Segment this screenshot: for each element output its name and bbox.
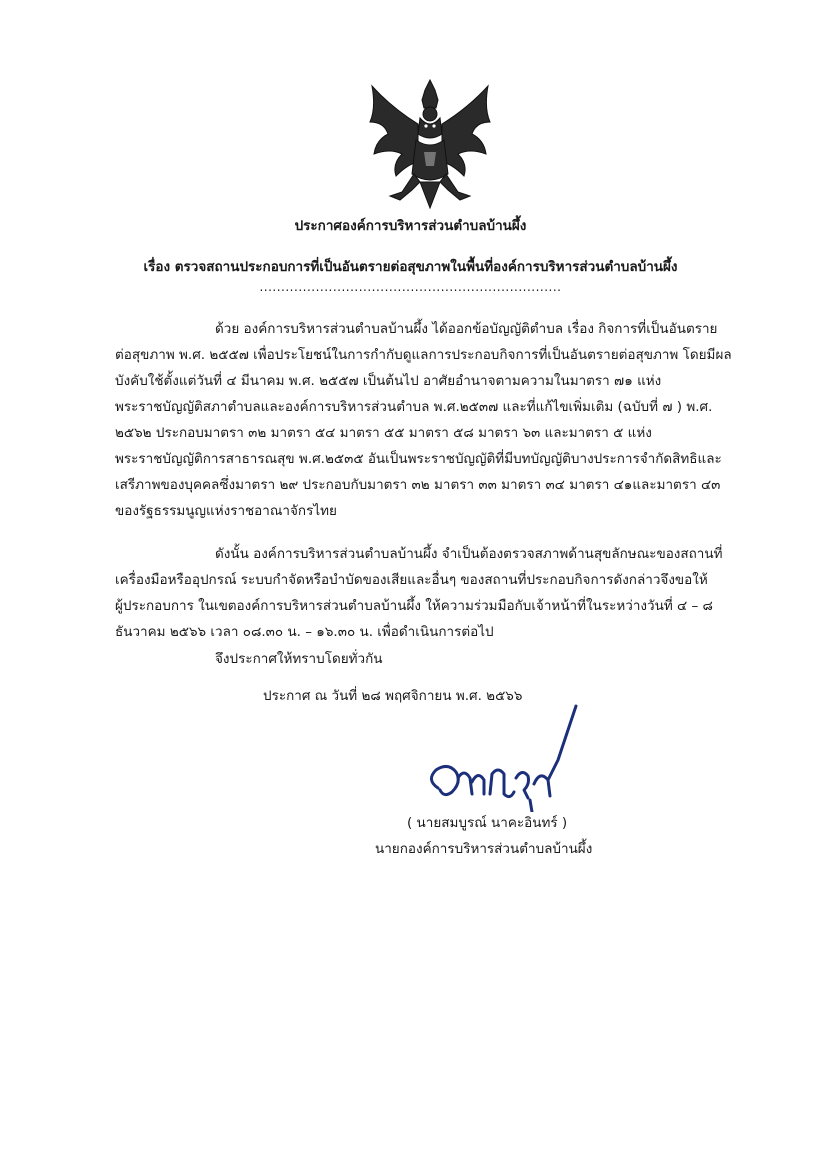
paragraph-line: ต่อสุขภาพ พ.ศ. ๒๕๕๗ เพื่อประโยชน์ในการกำกับดูแลการประกอบกิจการที่เป็นอันตรายต่อสุขภาพ โดยมีผล: [115, 347, 732, 363]
paragraph-line: เครื่องมือหรืออุปกรณ์ ระบบกำจัดหรือบำบัดของเสียและอื่นๆ ของสถานที่ประกอบกิจการดังกล่าวจึงขอให้: [115, 572, 708, 588]
signer-position: นายกองค์การบริหารส่วนตำบลบ้านผึ้ง: [375, 841, 593, 857]
paragraph-line: พระราชบัญญัติสภาตำบลและองค์การบริหารส่วนตำบล พ.ศ.๒๕๓๗ และที่แก้ไขเพิ่มเติม (ฉบับที่ ๗ ) พ.ศ.: [115, 399, 713, 415]
paragraph-line: ๒๕๖๒ ประกอบมาตรา ๓๒ มาตรา ๕๔ มาตรา ๕๕ มาตรา ๕๘ มาตรา ๖๓ และมาตรา ๕ แห่ง: [115, 425, 652, 441]
paragraph-line: ดังนั้น องค์การบริหารส่วนตำบลบ้านผึ้ง จำเป็นต้องตรวจสภาพด้านสุขลักษณะของสถานที่: [215, 546, 723, 562]
paragraph-line: ด้วย องค์การบริหารส่วนตำบลบ้านผึ้ง ได้ออกข้อบัญญัติตำบล เรื่อง กิจการที่เป็นอันตราย: [215, 321, 718, 337]
paragraph-line: ของรัฐธรรมนูญแห่งราชอาณาจักรไทย: [115, 503, 337, 519]
handwritten-signature: [418, 700, 593, 812]
announcement-subject: เรื่อง ตรวจสถานประกอบการที่เป็นอันตรายต่อสุขภาพในพื้นที่องค์การบริหารส่วนตำบลบ้านผึ้ง: [143, 259, 678, 275]
paragraph-line: พระราชบัญญัติการสาธารณสุข พ.ศ.๒๕๓๕ อันเป็นพระราชบัญญัติที่มีบทบัญญัติบางประการจำกัดสิทธิและ: [115, 451, 722, 467]
signer-name: ( นายสมบูรณ์ นาคะอินทร์ ): [407, 815, 568, 831]
announcement-date: ประกาศ ณ วันที่ ๒๘ พฤศจิกายน พ.ศ. ๒๕๖๖: [263, 688, 523, 704]
paragraph-line: ธันวาคม ๒๕๖๖ เวลา ๐๘.๓๐ น. – ๑๖.๓๐ น. เพื่อดำเนินการต่อไป: [115, 624, 494, 640]
garuda-emblem-icon: [362, 78, 498, 210]
announcement-title: ประกาศองค์การบริหารส่วนตำบลบ้านผึ้ง: [294, 218, 527, 234]
paragraph-line: ผู้ประกอบการ ในเขตองค์การบริหารส่วนตำบลบ้านผึ้ง ให้ความร่วมมือกับเจ้าหน้าที่ในระหว่างวันที่ ๔ – ๘: [115, 598, 713, 614]
paragraph-line: บังคับใช้ตั้งแต่วันที่ ๔ มีนาคม พ.ศ. ๒๕๕๗ เป็นต้นไป อาศัยอำนาจตามความในมาตรา ๗๑ แห่ง: [115, 373, 662, 389]
paragraph-line: เสรีภาพของบุคคลซึ่งมาตรา ๒๙ ประกอบกับมาตรา ๓๒ มาตรา ๓๓ มาตรา ๓๔ มาตรา ๔๑และมาตรา ๔๓: [115, 477, 721, 493]
closing-statement: จึงประกาศให้ทราบโดยทั่วกัน: [215, 651, 383, 667]
separator-dots: ......................................................................: [259, 280, 562, 294]
